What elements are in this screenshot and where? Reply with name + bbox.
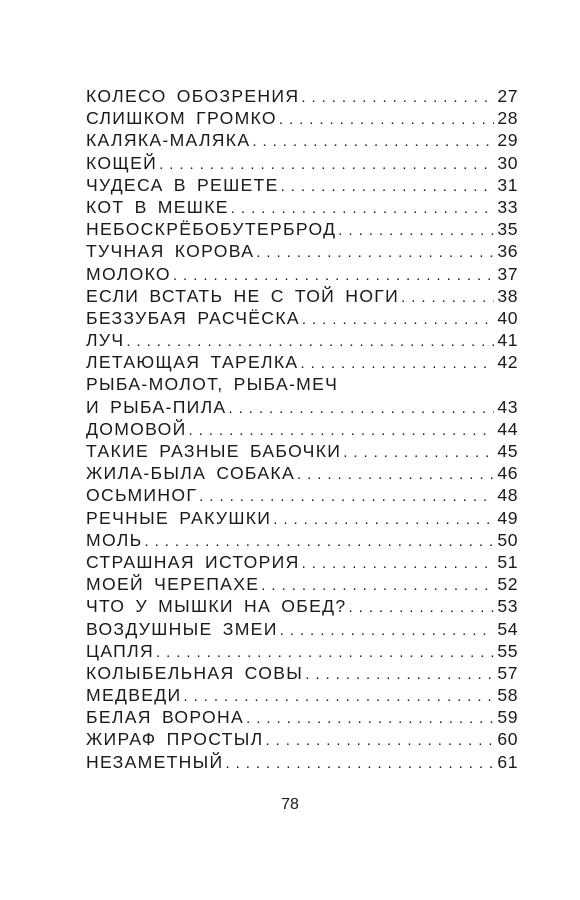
dot-leader	[183, 686, 494, 708]
toc-entry-title: КОЩЕЙ	[86, 152, 158, 173]
toc-entry-title: КОЛЫБЕЛЬНАЯ СОВЫ	[86, 662, 304, 683]
dot-leader	[156, 642, 494, 664]
toc-entry-page: 61	[497, 751, 518, 772]
toc-entry-title: НЕЗАМЕТНЫЙ	[86, 751, 224, 772]
toc-entry-title-line1: РЫБА-МОЛОТ, РЫБА-МЕЧ	[86, 374, 339, 395]
dot-leader	[305, 664, 494, 686]
toc-entry	[86, 285, 518, 307]
toc-entry	[86, 351, 518, 373]
toc-entry-page: 53	[497, 596, 518, 617]
toc-entry-page: 42	[497, 352, 518, 373]
toc-entry	[86, 240, 518, 262]
toc-entry	[86, 129, 518, 151]
dot-leader	[343, 442, 494, 464]
toc-entry	[86, 107, 518, 129]
toc-entry-page: 36	[497, 241, 518, 262]
dot-leader	[302, 309, 495, 331]
toc-entry	[86, 263, 518, 285]
toc-entry-page: 45	[497, 441, 518, 462]
toc-entry	[86, 174, 518, 196]
toc-entry-page: 27	[497, 86, 518, 106]
toc-entry	[86, 329, 518, 351]
dot-leader	[228, 398, 494, 420]
toc-entry-title: МОЕЙ ЧЕРЕПАХЕ	[86, 574, 260, 595]
toc-entry	[86, 152, 518, 174]
dot-leader	[280, 620, 495, 642]
dot-leader	[256, 242, 494, 264]
dot-leader	[301, 87, 494, 109]
toc-entry-title: КАЛЯКА-МАЛЯКА	[86, 130, 251, 151]
toc-entry-page: 55	[497, 640, 518, 661]
table-of-contents	[86, 85, 518, 773]
toc-entry	[86, 640, 518, 662]
toc-entry-title: ОСЬМИНОГ	[86, 485, 198, 506]
dot-leader	[265, 730, 494, 752]
dot-leader	[300, 353, 494, 375]
toc-entry	[86, 728, 518, 750]
toc-entry-title: МЕДВЕДИ	[86, 685, 182, 706]
toc-entry-title: ЖИЛА-БЫЛА СОБАКА	[86, 463, 296, 484]
toc-entry-title: ЧУДЕСА В РЕШЕТЕ	[86, 174, 279, 195]
toc-entry-title: ЛЕТАЮЩАЯ ТАРЕЛКА	[86, 352, 299, 373]
dot-leader	[144, 531, 494, 553]
toc-entry-page: 41	[497, 330, 518, 351]
dot-leader	[225, 753, 494, 775]
toc-entry-page: 31	[497, 174, 518, 195]
toc-entry	[86, 484, 518, 506]
dot-leader	[401, 287, 494, 309]
dot-leader	[302, 553, 495, 575]
toc-entry-page: 54	[497, 618, 518, 639]
toc-entry-title: СТРАШНАЯ ИСТОРИЯ	[86, 551, 300, 572]
toc-entry-title: ЦАПЛЯ	[86, 640, 154, 661]
toc-entry-page: 33	[497, 196, 518, 217]
dot-leader	[159, 154, 494, 176]
toc-entry-page: 46	[497, 463, 518, 484]
toc-entry	[86, 218, 518, 240]
toc-entry-title: МОЛЬ	[86, 529, 143, 550]
toc-entry-page: 40	[497, 307, 518, 328]
toc-entry-page: 50	[497, 529, 518, 550]
toc-entry-page: 29	[497, 130, 518, 151]
toc-entry-title: КОТ В МЕШКЕ	[86, 196, 229, 217]
toc-entry-title: НЕБОСКРЁБОБУТЕРБРОД	[86, 219, 337, 240]
dot-leader	[252, 131, 494, 153]
toc-entry-page: 57	[497, 662, 518, 683]
toc-entry	[86, 751, 518, 773]
toc-entry-page: 37	[497, 263, 518, 284]
toc-entry	[86, 462, 518, 484]
toc-entry-page: 48	[497, 485, 518, 506]
toc-entry-title: ТАКИЕ РАЗНЫЕ БАБОЧКИ	[86, 441, 342, 462]
dot-leader	[231, 198, 495, 220]
toc-entry	[86, 706, 518, 728]
toc-entry	[86, 418, 518, 440]
toc-entry-page: 35	[497, 219, 518, 240]
toc-entry	[86, 440, 518, 462]
toc-entry-title: ВОЗДУШНЫЕ ЗМЕИ	[86, 618, 278, 639]
toc-entry	[86, 529, 518, 551]
toc-entry-title: ТУЧНАЯ КОРОВА	[86, 241, 255, 262]
toc-entry-page: 52	[497, 574, 518, 595]
dot-leader	[126, 331, 494, 353]
toc-entry	[86, 662, 518, 684]
toc-entry-page: 30	[497, 152, 518, 173]
dot-leader	[246, 708, 494, 730]
toc-entry	[86, 618, 518, 640]
toc-entry-title: ДОМОВОЙ	[86, 418, 187, 439]
toc-entry-page: 60	[497, 729, 518, 750]
toc-entry-title: ЖИРАФ ПРОСТЫЛ	[86, 729, 264, 750]
toc-entry	[86, 85, 518, 107]
toc-entry-page: 59	[497, 707, 518, 728]
toc-entry	[86, 551, 518, 573]
dot-leader	[173, 265, 495, 287]
toc-entry	[86, 307, 518, 329]
toc-entry	[86, 507, 518, 529]
dot-leader	[338, 220, 494, 242]
toc-entry-title: БЕЗЗУБАЯ РАСЧЁСКА	[86, 307, 300, 328]
toc-entry-page: 43	[497, 396, 518, 417]
toc-entry	[86, 573, 518, 595]
toc-entry	[86, 595, 518, 617]
toc-entry-title: БЕЛАЯ ВОРОНА	[86, 707, 245, 728]
dot-leader	[273, 509, 494, 531]
dot-leader	[261, 575, 494, 597]
toc-entry-title: ЛУЧ	[86, 330, 125, 351]
toc-entry	[86, 684, 518, 706]
dot-leader	[297, 464, 494, 486]
page-number: 78	[281, 796, 299, 813]
toc-entry-page: 49	[497, 507, 518, 528]
dot-leader	[281, 176, 495, 198]
toc-entry-page: 44	[497, 418, 518, 439]
toc-entry-page: 58	[497, 685, 518, 706]
toc-entry-title: И РЫБА-ПИЛА	[86, 396, 227, 417]
dot-leader	[279, 109, 495, 131]
toc-entry	[86, 373, 518, 417]
toc-entry-title: ЧТО У МЫШКИ НА ОБЕД?	[86, 596, 347, 617]
toc-entry-title: ЕСЛИ ВСТАТЬ НЕ С ТОЙ НОГИ	[86, 285, 400, 306]
toc-entry-page: 28	[497, 108, 518, 129]
toc-entry-page: 38	[497, 285, 518, 306]
toc-entry	[86, 196, 518, 218]
toc-entry-title: РЕЧНЫЕ РАКУШКИ	[86, 507, 272, 528]
toc-entry-page: 51	[497, 551, 518, 572]
toc-entry-title: МОЛОКО	[86, 263, 171, 284]
toc-entry-title: СЛИШКОМ ГРОМКО	[86, 108, 277, 129]
dot-leader	[189, 420, 495, 442]
toc-entry-title: КОЛЕСО ОБОЗРЕНИЯ	[86, 86, 300, 106]
dot-leader	[348, 597, 494, 619]
dot-leader	[199, 486, 494, 508]
